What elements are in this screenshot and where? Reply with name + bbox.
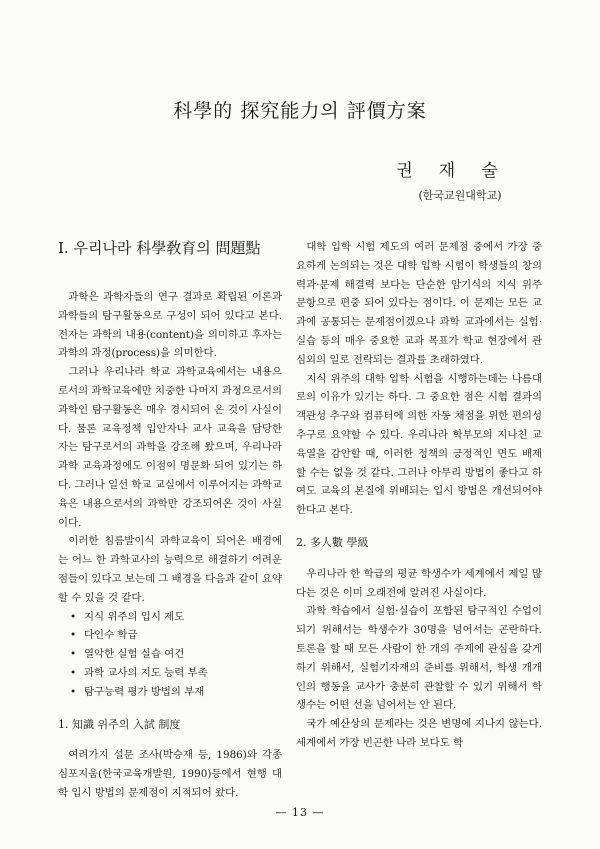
list-item: • 지식 위주의 입시 제도 [70,608,282,627]
paragraph: 과학은 과학자들의 연구 결과로 확립된 이론과 과학들의 탐구활동으로 구성이 되어 있다고 본다. 전자는 과학의 내용(content)을 의미하고 후자는 과학의 과정(process)을 의미한다. [58,291,282,360]
author-affiliation: (한국교원대학교) [418,189,502,202]
subsection-heading: 1. 知識 위주의 入試 制度 [58,717,181,731]
bullet-list [58,608,282,702]
paragraph: 지식 위주의 대학 입학 시험을 시행하는데는 나름대로의 이유가 있기는 하다. 그 중요한 점은 시험 결과의 객관성 추구와 컴퓨터에 의한 자동 채점을 위한 편의성 추구로 요약할 수 있다. 우리나라 학부모의 지나친 교육열을 감안할 때, 이러한 정책의 긍정적인 면도 배제할 수는 없을 것 같다. 그러나 아무리 방법이 좋다고 하여도 교육의 본질에 위배되는 입시 방법은 개선되어야 한다고 본다. [296,372,542,517]
list-item: • 다인수 학급 [70,626,282,645]
author-block [380,156,540,203]
paragraph: 우리나라 한 학급의 평균 학생수가 세계에서 제일 많다는 것은 이미 오래전에 알려진 사실이다. [296,567,542,599]
left-column [58,238,282,803]
page-title: 科學的 探究能力의 評價方案 [173,100,427,122]
list-item: • 과학 교사의 지도 능력 부족 [70,664,282,683]
paragraph: 대학 입학 시험 제도의 여러 문제점 중에서 가장 중요하게 논의되는 것은 대학 입학 시험이 학생들의 창의력과·문제 해결력 보다는 단순한 암기식의 지식 위주 문항으로 편중 되어 있다는 점이다. 이 문제는 모든 교과에 공통되는 문제점이겠으나 과학 교과에서는 실험·실습 등의 매우 중요한 교과 목표가 학교 현장에서 관심외의 일로 전락되는 결과를 초래하였다. [296,241,542,366]
subsection-heading: 2. 多人數 學級 [296,535,369,549]
section-heading: Ⅰ. 우리나라 科學敎育의 問題點 [58,239,261,257]
right-column [296,238,542,753]
list-item: • 탐구능력 평가 방법의 부재 [70,683,282,702]
paragraph: 국가 예산상의 문제라는 것은 변명에 지나지 않는다. 세계에서 가장 빈곤한 나라 보다도 학 [296,718,542,749]
author-name: 권재술 [396,161,524,181]
page-number: — 13 — [275,806,325,819]
paragraph: 그러나 우리나라 학교 과학교육에서는 내용으로서의 과학교육에만 치중한 나머지 과정으로서의 과학인 탐구활동은 매우 경시되어 온 것이 사실이다. 물론 교육정책 입안자나 교사 교육을 담당한 자는 탐구로서의 과학을 강조해 왔으며, 우리나라 과학 교육과정에도 이점이 명문화 되어 있기는 하다. 그러나 일선 학교 교실에서 이루어지는 과학교육은 내용으로서의 과학만 강조되어온 것이 사실이다. [58,366,282,529]
paragraph: 여려가지 설문 조사(박승재 등, 1986)와 각종 심포지움(한국교육개발원, 1990)등에서 현행 대학 입시 방법의 문제점이 지적되어 왔다. [58,749,282,799]
list-item: • 열악한 실험 실습 여건 [70,645,282,664]
paragraph: 과학 학습에서 실험·실습이 포함된 탐구적인 수업이 되기 위해서는 학생수가 30명을 넘어서는 곤란하다. 토론을 할 때 모든 사람이 한 개의 주제에 관심을 갖게 하기 위해서, 실험기자재의 준비를 위해서, 학생 개개인의 행동을 교사가 충분히 관찰할 수 있기 위해서 학생수는 어떤 선을 넘어서는 안 된다. [296,605,542,712]
paragraph: 이러한 침름발이식 과학교육이 되어온 배경에는 어느 한 과학교사의 능력으로 해결하기 어려운 점들이 있다고 보는데 그 배경을 다음과 같이 요약할 수 있을 것 같다. [58,535,282,604]
